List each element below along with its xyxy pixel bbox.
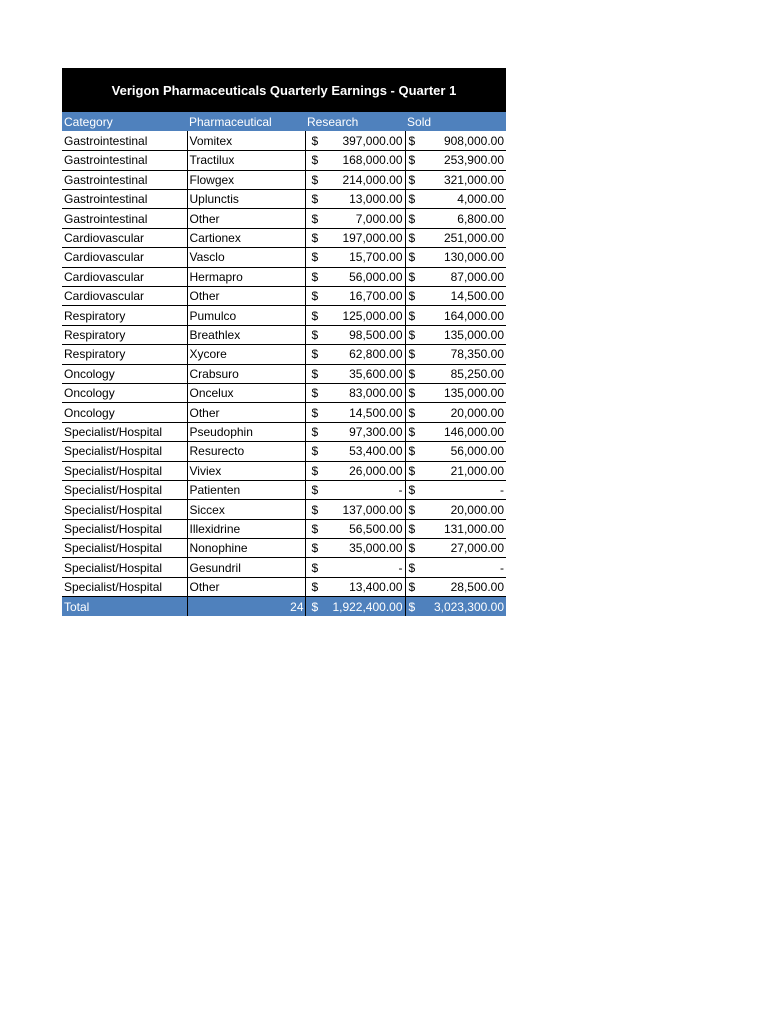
pharmaceutical-cell[interactable]: Patienten <box>187 480 305 499</box>
table-row <box>62 267 506 286</box>
pharmaceutical-cell[interactable]: Breathlex <box>187 325 305 344</box>
table-row <box>62 403 506 422</box>
category-cell[interactable]: Oncology <box>62 403 187 422</box>
earnings-table <box>62 112 506 616</box>
sold-currency-cell: $ <box>405 558 417 577</box>
pharmaceutical-cell[interactable]: Vasclo <box>187 248 305 267</box>
category-cell[interactable]: Specialist/Hospital <box>62 539 187 558</box>
research-cell[interactable]: 197,000.00 <box>317 228 405 247</box>
category-cell[interactable]: Cardiovascular <box>62 287 187 306</box>
category-cell[interactable]: Specialist/Hospital <box>62 500 187 519</box>
sold-currency-cell: $ <box>405 209 417 228</box>
sold-cell[interactable]: 908,000.00 <box>417 131 506 150</box>
pharmaceutical-cell[interactable]: Pumulco <box>187 306 305 325</box>
research-currency-cell: $ <box>305 209 317 228</box>
sold-cell[interactable]: 135,000.00 <box>417 325 506 344</box>
total-research[interactable]: 1,922,400.00 <box>317 597 405 616</box>
research-currency-cell: $ <box>305 190 317 209</box>
category-cell[interactable]: Specialist/Hospital <box>62 480 187 499</box>
table-row <box>62 325 506 344</box>
sold-cell[interactable]: 251,000.00 <box>417 228 506 247</box>
category-cell[interactable]: Specialist/Hospital <box>62 558 187 577</box>
sold-currency-cell: $ <box>405 383 417 402</box>
sold-cell[interactable]: 130,000.00 <box>417 248 506 267</box>
table-row <box>62 500 506 519</box>
sold-currency-cell: $ <box>405 306 417 325</box>
category-cell[interactable]: Specialist/Hospital <box>62 519 187 538</box>
research-currency-cell: $ <box>305 500 317 519</box>
research-cell[interactable]: 137,000.00 <box>317 500 405 519</box>
sold-cell[interactable]: 20,000.00 <box>417 500 506 519</box>
pharmaceutical-cell[interactable]: Flowgex <box>187 170 305 189</box>
table-row <box>62 422 506 441</box>
sold-cell[interactable]: - <box>417 480 506 499</box>
category-cell[interactable]: Specialist/Hospital <box>62 442 187 461</box>
research-cell[interactable]: 26,000.00 <box>317 461 405 480</box>
category-cell[interactable]: Cardiovascular <box>62 248 187 267</box>
spreadsheet <box>62 68 506 616</box>
research-cell[interactable]: - <box>317 480 405 499</box>
table-row <box>62 190 506 209</box>
sold-cell[interactable]: 4,000.00 <box>417 190 506 209</box>
research-cell[interactable]: 15,700.00 <box>317 248 405 267</box>
research-cell[interactable]: - <box>317 558 405 577</box>
sold-cell[interactable]: 146,000.00 <box>417 422 506 441</box>
pharmaceutical-cell[interactable]: Siccex <box>187 500 305 519</box>
research-cell[interactable]: 214,000.00 <box>317 170 405 189</box>
research-cell[interactable]: 53,400.00 <box>317 442 405 461</box>
sold-cell[interactable]: 28,500.00 <box>417 577 506 596</box>
pharmaceutical-cell[interactable]: Other <box>187 287 305 306</box>
research-currency-cell: $ <box>305 325 317 344</box>
pharmaceutical-cell[interactable]: Cartionex <box>187 228 305 247</box>
sold-currency-cell: $ <box>405 461 417 480</box>
table-row <box>62 442 506 461</box>
research-cell[interactable]: 13,000.00 <box>317 190 405 209</box>
research-currency-cell: $ <box>305 519 317 538</box>
table-row <box>62 209 506 228</box>
sold-currency-cell: $ <box>405 325 417 344</box>
sold-cell[interactable]: 131,000.00 <box>417 519 506 538</box>
category-cell[interactable]: Gastrointestinal <box>62 131 187 150</box>
sold-currency-cell: $ <box>405 345 417 364</box>
sheet-title[interactable]: Verigon Pharmaceuticals Quarterly Earnings - Quarter 1 <box>62 68 506 112</box>
category-cell[interactable]: Gastrointestinal <box>62 170 187 189</box>
table-row <box>62 461 506 480</box>
category-cell[interactable]: Cardiovascular <box>62 228 187 247</box>
pharmaceutical-cell[interactable]: Other <box>187 403 305 422</box>
table-row <box>62 306 506 325</box>
research-cell[interactable]: 83,000.00 <box>317 383 405 402</box>
pharmaceutical-cell[interactable]: Vomitex <box>187 131 305 150</box>
research-currency-cell: $ <box>305 287 317 306</box>
research-cell[interactable]: 14,500.00 <box>317 403 405 422</box>
sold-currency-cell: $ <box>405 287 417 306</box>
pharmaceutical-cell[interactable]: Resurecto <box>187 442 305 461</box>
table-row <box>62 480 506 499</box>
table-row <box>62 383 506 402</box>
research-cell[interactable]: 7,000.00 <box>317 209 405 228</box>
research-currency-cell: $ <box>305 248 317 267</box>
table-row <box>62 577 506 596</box>
research-cell[interactable]: 16,700.00 <box>317 287 405 306</box>
header-pharmaceutical[interactable]: Pharmaceutical <box>187 112 305 131</box>
sold-currency-cell: $ <box>405 131 417 150</box>
sold-currency-cell: $ <box>405 170 417 189</box>
research-currency-cell: $ <box>305 539 317 558</box>
research-cell[interactable]: 56,000.00 <box>317 267 405 286</box>
sold-cell[interactable]: 20,000.00 <box>417 403 506 422</box>
pharmaceutical-cell[interactable]: Tractilux <box>187 151 305 170</box>
research-cell[interactable]: 168,000.00 <box>317 151 405 170</box>
research-cell[interactable]: 125,000.00 <box>317 306 405 325</box>
sold-currency-cell: $ <box>405 248 417 267</box>
sold-cell[interactable]: 78,350.00 <box>417 345 506 364</box>
research-currency-cell: $ <box>305 345 317 364</box>
sold-currency-cell: $ <box>405 442 417 461</box>
table-row <box>62 170 506 189</box>
research-cell[interactable]: 13,400.00 <box>317 577 405 596</box>
sold-currency-cell: $ <box>405 364 417 383</box>
sold-currency-cell: $ <box>405 267 417 286</box>
category-cell[interactable]: Gastrointestinal <box>62 151 187 170</box>
sold-currency-cell: $ <box>405 190 417 209</box>
research-currency-cell: $ <box>305 403 317 422</box>
research-currency-cell: $ <box>305 306 317 325</box>
category-cell[interactable]: Respiratory <box>62 345 187 364</box>
category-cell[interactable]: Respiratory <box>62 306 187 325</box>
research-cell[interactable]: 97,300.00 <box>317 422 405 441</box>
research-currency-cell: $ <box>305 364 317 383</box>
sold-currency-cell: $ <box>405 151 417 170</box>
pharmaceutical-cell[interactable]: Viviex <box>187 461 305 480</box>
table-row <box>62 364 506 383</box>
pharmaceutical-cell[interactable]: Oncelux <box>187 383 305 402</box>
category-cell[interactable]: Cardiovascular <box>62 267 187 286</box>
sold-cell[interactable]: 164,000.00 <box>417 306 506 325</box>
pharmaceutical-cell[interactable]: Xycore <box>187 345 305 364</box>
pharmaceutical-cell[interactable]: Hermapro <box>187 267 305 286</box>
category-cell[interactable]: Specialist/Hospital <box>62 577 187 596</box>
research-currency-cell: $ <box>305 267 317 286</box>
sold-cell[interactable]: 27,000.00 <box>417 539 506 558</box>
sold-currency-cell: $ <box>405 422 417 441</box>
category-cell[interactable]: Specialist/Hospital <box>62 422 187 441</box>
category-cell[interactable]: Gastrointestinal <box>62 190 187 209</box>
research-currency-cell: $ <box>305 577 317 596</box>
category-cell[interactable]: Respiratory <box>62 325 187 344</box>
pharmaceutical-cell[interactable]: Illexidrine <box>187 519 305 538</box>
total-sold[interactable]: 3,023,300.00 <box>417 597 506 616</box>
pharmaceutical-cell[interactable]: Crabsuro <box>187 364 305 383</box>
sold-cell[interactable]: 6,800.00 <box>417 209 506 228</box>
research-cell[interactable]: 397,000.00 <box>317 131 405 150</box>
header-row <box>62 112 506 131</box>
total-label[interactable]: Total <box>62 597 187 616</box>
pharmaceutical-cell[interactable]: Nonophine <box>187 539 305 558</box>
research-cell[interactable]: 98,500.00 <box>317 325 405 344</box>
research-currency-cell: $ <box>305 442 317 461</box>
sold-currency-cell: $ <box>405 403 417 422</box>
research-currency-cell: $ <box>305 151 317 170</box>
sold-cell[interactable]: - <box>417 558 506 577</box>
sold-cell[interactable]: 14,500.00 <box>417 287 506 306</box>
research-cell[interactable]: 62,800.00 <box>317 345 405 364</box>
table-row <box>62 131 506 150</box>
sold-cell[interactable]: 87,000.00 <box>417 267 506 286</box>
research-cell[interactable]: 56,500.00 <box>317 519 405 538</box>
pharmaceutical-cell[interactable]: Other <box>187 209 305 228</box>
pharmaceutical-cell[interactable]: Gesundril <box>187 558 305 577</box>
sold-cell[interactable]: 321,000.00 <box>417 170 506 189</box>
sold-currency-cell: $ <box>405 539 417 558</box>
research-currency-cell: $ <box>305 383 317 402</box>
header-research[interactable]: Research <box>305 112 405 131</box>
total-count[interactable]: 24 <box>187 597 305 616</box>
sold-cell[interactable]: 135,000.00 <box>417 383 506 402</box>
research-currency-cell: $ <box>305 131 317 150</box>
research-cell[interactable]: 35,600.00 <box>317 364 405 383</box>
pharmaceutical-cell[interactable]: Other <box>187 577 305 596</box>
table-row <box>62 287 506 306</box>
category-cell[interactable]: Oncology <box>62 364 187 383</box>
total-research-currency: $ <box>305 597 317 616</box>
sold-currency-cell: $ <box>405 519 417 538</box>
table-row <box>62 539 506 558</box>
table-row <box>62 345 506 364</box>
research-currency-cell: $ <box>305 422 317 441</box>
category-cell[interactable]: Oncology <box>62 383 187 402</box>
research-currency-cell: $ <box>305 558 317 577</box>
table-row <box>62 151 506 170</box>
sold-currency-cell: $ <box>405 577 417 596</box>
pharmaceutical-cell[interactable]: Uplunctis <box>187 190 305 209</box>
sold-currency-cell: $ <box>405 480 417 499</box>
sold-cell[interactable]: 21,000.00 <box>417 461 506 480</box>
total-row <box>62 597 506 616</box>
sold-cell[interactable]: 85,250.00 <box>417 364 506 383</box>
category-cell[interactable]: Specialist/Hospital <box>62 461 187 480</box>
category-cell[interactable]: Gastrointestinal <box>62 209 187 228</box>
sold-cell[interactable]: 56,000.00 <box>417 442 506 461</box>
pharmaceutical-cell[interactable]: Pseudophin <box>187 422 305 441</box>
header-sold[interactable]: Sold <box>405 112 506 131</box>
research-cell[interactable]: 35,000.00 <box>317 539 405 558</box>
sold-cell[interactable]: 253,900.00 <box>417 151 506 170</box>
sold-currency-cell: $ <box>405 228 417 247</box>
table-row <box>62 519 506 538</box>
table-row <box>62 558 506 577</box>
table-row <box>62 228 506 247</box>
table-body <box>62 131 506 596</box>
table-row <box>62 248 506 267</box>
research-currency-cell: $ <box>305 228 317 247</box>
research-currency-cell: $ <box>305 170 317 189</box>
research-currency-cell: $ <box>305 461 317 480</box>
total-sold-currency: $ <box>405 597 417 616</box>
sold-currency-cell: $ <box>405 500 417 519</box>
header-category[interactable]: Category <box>62 112 187 131</box>
research-currency-cell: $ <box>305 480 317 499</box>
